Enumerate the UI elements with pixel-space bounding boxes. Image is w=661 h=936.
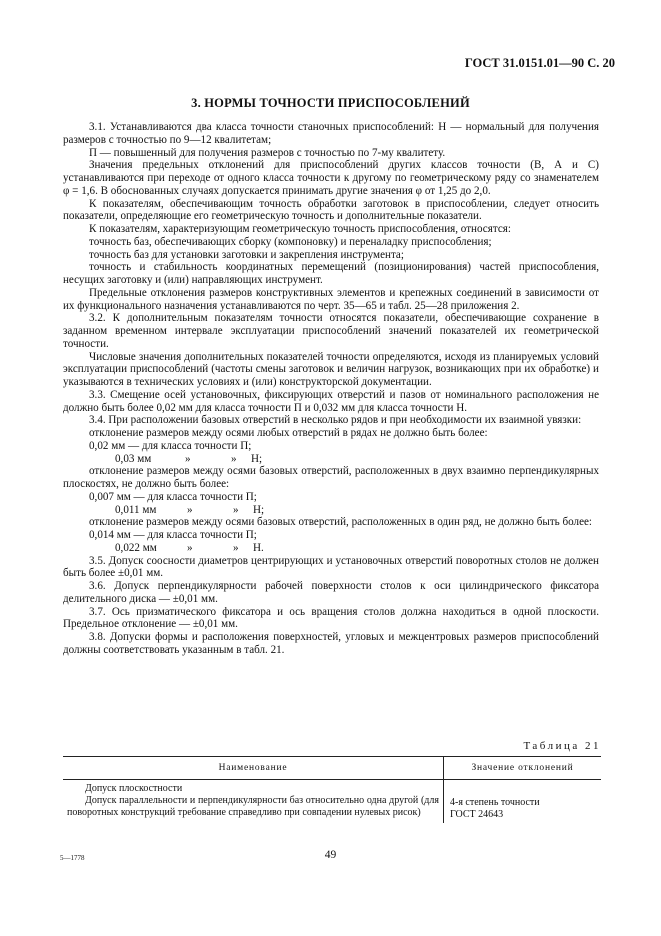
tolerance-value: 0,03 мм — [115, 452, 152, 465]
paragraph: точность и стабильность координатных перемещений (позиционирования) частей приспособления, несущих заготовку и (или) направляющих инструмент. — [63, 261, 599, 286]
tolerance-value: 0,022 мм — [115, 541, 157, 554]
paragraph: отклонение размеров между осями базовых отверстий, расположенных в двух взаимно перпендикулярных плоскостях, не должно быть более: — [63, 465, 599, 490]
tolerance-line — [63, 504, 599, 517]
paragraph: отклонение размеров между осями любых отверстий в рядах не должно быть более: — [89, 427, 488, 439]
tolerance-line — [63, 453, 599, 466]
ditto-mark: » — [233, 503, 239, 516]
paragraph: 3.3. Смещение осей установочных, фиксирующих отверстий и пазов от номинального расположения не должно быть более 0,02 мм для класса точности П и 0,032 мм для класса точности Н. — [63, 388, 599, 414]
paragraph: П — повышенный для получения размеров с точностью по 7-му квалитету. — [89, 146, 446, 159]
tolerance-name: Допуск плоскостности — [85, 783, 183, 794]
paragraph: точность баз для установки заготовки и закрепления инструмента; — [89, 248, 404, 261]
table-cell-name — [63, 780, 444, 824]
ditto-mark: » — [231, 452, 237, 465]
paragraph: 3.6. Допуск перпендикулярности рабочей поверхности столов к оси цилиндрического фиксатора делительного диска — ±0,01 мм. — [63, 580, 599, 605]
column-header-value: Значение отклонений — [444, 757, 602, 780]
tolerance-name: Допуск параллельности и перпендикулярности баз относительно одна другой (для поворотных конструкций требование справедливо при совпадении нулевых рисок) — [67, 795, 439, 818]
tolerance-table — [63, 756, 601, 823]
tolerance-value: 0,011 мм — [115, 503, 157, 516]
table-caption: Таблица 21 — [523, 740, 601, 752]
section-title: 3. НОРМЫ ТОЧНОСТИ ПРИСПОСОБЛЕНИЙ — [191, 96, 470, 110]
paragraph: Значения предельных отклонений для приспособлений других классов точности (В, А и С) устанавливаются при переходе от одного класса точности к другому по геометрическому ряду со знаменателем φ = 1,6. В обоснованных случаях допускается принимать другие значения φ от 1,25 до 2,0. — [63, 159, 599, 197]
paragraph: К показателям, обеспечивающим точность обработки заготовок в приспособлении, следует относить показатели, определяющие его геометрическую точность и дополнительные показатели. — [63, 197, 599, 223]
ditto-mark: » — [185, 452, 191, 465]
tolerance-line: 0,02 мм — для класса точности П; — [89, 439, 252, 452]
tolerance-line: 0,007 мм — для класса точности П; — [89, 490, 257, 503]
tolerance-line: 0,014 мм — для класса точности П; — [89, 529, 257, 541]
standard-reference: ГОСТ 24643 — [450, 809, 504, 820]
column-header-name: Наименование — [63, 757, 444, 780]
paragraph: 3.4. При расположении базовых отверстий в несколько рядов и при необходимости их взаимной увязки: — [89, 414, 582, 427]
paragraph: Предельные отклонения размеров конструктивных элементов и крепежных соединений в зависимости от их функционального назначения устанавливаются по черт. 35—65 и табл. 25—28 приложения 2. — [63, 286, 599, 312]
paragraph: 3.8. Допуски формы и расположения поверхностей, угловых и межцентровых размеров приспособлений должны соответствовать указанным в табл. 21. — [63, 631, 599, 656]
accuracy-class: Н; — [253, 503, 265, 516]
tolerance-value: 4-я степень точности — [450, 797, 540, 808]
tolerance-line — [63, 542, 599, 555]
paragraph: 3.2. К дополнительным показателям точности относятся показатели, обеспечивающие сохранение в заданном временном интервале эксплуатации приспособлений значений показателей их геометрической точности. — [63, 312, 599, 350]
paragraph: 3.7. Ось призматического фиксатора и ось вращения столов должна находиться в одной плоскости. Предельное отклонение — ±0,01 мм. — [63, 605, 599, 631]
print-code: 5—1778 — [60, 854, 85, 862]
accuracy-class: Н. — [253, 541, 264, 554]
paragraph: точность баз, обеспечивающих сборку (компоновку) и переналадку приспособления; — [89, 235, 492, 248]
ditto-mark: » — [187, 503, 193, 516]
section-body — [63, 121, 599, 657]
paragraph: К показателям, характеризующим геометрическую точность приспособления, относятся: — [89, 223, 511, 235]
paragraph: 3.5. Допуск соосности диаметров центрирующих и установочных отверстий поворотных столов не должен быть более ±0,01 мм. — [63, 554, 599, 580]
table-cell-value — [444, 780, 602, 824]
table-header-row — [63, 757, 601, 780]
accuracy-class: Н; — [251, 452, 263, 465]
standard-reference-header: ГОСТ 31.0151.01—90 С. 20 — [464, 56, 615, 70]
paragraph: 3.1. Устанавливаются два класса точности станочных приспособлений: Н — нормальный для получения размеров с точностью по 9—12 квалитетам; — [63, 121, 599, 146]
table-row — [63, 780, 601, 824]
paragraph: Числовые значения дополнительных показателей точности определяются, исходя из планируемых условий эксплуатации приспособлений (частоты смены заготовок и величин нагрузок, возникающих при их обработке) и указываются в технических условиях и (или) конструкторской документации. — [63, 350, 599, 388]
ditto-mark: » — [187, 541, 193, 554]
ditto-mark: » — [233, 541, 239, 554]
paragraph: отклонение размеров между осями базовых отверстий, расположенных в один ряд, не должно быть более: — [89, 516, 593, 529]
page-number: 49 — [324, 849, 337, 861]
